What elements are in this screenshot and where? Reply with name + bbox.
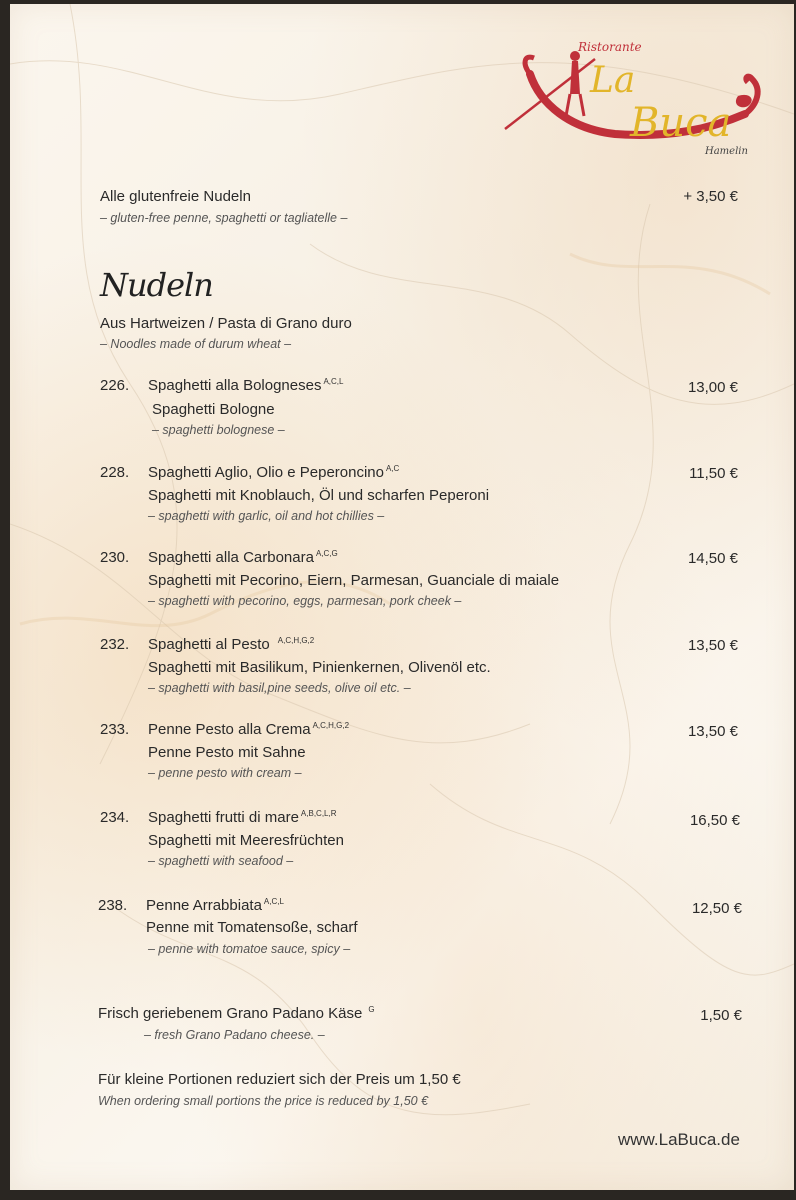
gluten-free-title: Alle glutenfreie Nudeln xyxy=(100,188,251,205)
extra-price: 1,50 € xyxy=(700,1007,742,1024)
item-name-text: Penne Pesto alla Crema xyxy=(148,721,311,738)
item-price: 14,50 € xyxy=(687,550,738,567)
gluten-free-subtitle: – gluten-free penne, spaghetti or tagliatelle – xyxy=(100,211,348,225)
item-number: 232. xyxy=(100,636,130,653)
item-english: – penne with tomatoe sauce, spicy – xyxy=(148,942,351,956)
item-allergens: A,C,L xyxy=(323,377,344,386)
item-price: 13,50 € xyxy=(687,723,738,740)
section-heading: Nudeln xyxy=(100,266,213,304)
item-number: 238. xyxy=(98,897,128,914)
logo-city-text: Hamelin xyxy=(705,146,748,157)
item-name-text: Spaghetti frutti di mare xyxy=(148,809,299,826)
item-allergens: A,C,H,G,2 xyxy=(312,721,350,730)
item-number: 230. xyxy=(100,549,130,566)
item-price: 13,50 € xyxy=(687,637,738,654)
menu-page xyxy=(10,4,794,1190)
item-german: Penne mit Tomatensoße, scharf xyxy=(146,919,358,936)
item-english: – spaghetti with garlic, oil and hot chillies – xyxy=(148,509,385,523)
item-german: Spaghetti mit Basilikum, Pinienkernen, Olivenöl etc. xyxy=(148,659,491,676)
item-number: 234. xyxy=(100,809,130,826)
item-name-text: Spaghetti alla Bologneses xyxy=(148,377,322,394)
item-english: – spaghetti bolognese – xyxy=(152,423,285,437)
item-name xyxy=(148,464,399,481)
item-name-text: Penne Arrabbiata xyxy=(146,897,262,914)
item-german: Spaghetti mit Meeresfrüchten xyxy=(148,832,344,849)
small-portion-note-english: When ordering small portions the price is reduced by 1,50 € xyxy=(98,1094,429,1108)
item-name-text: Spaghetti alla Carbonara xyxy=(148,549,314,566)
section-subtitle: Aus Hartweizen / Pasta di Grano duro xyxy=(100,315,352,332)
item-german: Spaghetti Bologne xyxy=(152,401,275,418)
restaurant-logo xyxy=(500,34,770,164)
gluten-free-price: + 3,50 € xyxy=(683,188,738,205)
item-allergens: A,C,L xyxy=(263,897,284,906)
website-url: www.LaBuca.de xyxy=(618,1130,740,1149)
item-english: – spaghetti with pecorino, eggs, parmesan, pork cheek – xyxy=(148,594,462,608)
item-number: 228. xyxy=(100,464,130,481)
item-english: – spaghetti with basil,pine seeds, olive oil etc. – xyxy=(148,681,411,695)
item-english: – spaghetti with seafood – xyxy=(148,854,294,868)
item-price: 11,50 € xyxy=(689,465,738,482)
small-portion-note: Für kleine Portionen reduziert sich der Preis um 1,50 € xyxy=(98,1071,461,1088)
section-english: – Noodles made of durum wheat – xyxy=(100,337,292,351)
extra-name xyxy=(98,1005,375,1022)
item-german: Spaghetti mit Knoblauch, Öl und scharfen Peperoni xyxy=(148,487,490,504)
item-german: Spaghetti mit Pecorino, Eiern, Parmesan, Guanciale di maiale xyxy=(148,572,560,589)
item-name xyxy=(148,809,337,826)
item-name-text: Spaghetti al Pesto xyxy=(148,636,270,653)
item-allergens: A,C,G xyxy=(315,549,338,558)
item-number: 233. xyxy=(100,721,130,738)
item-name xyxy=(148,377,343,394)
item-allergens: A,C xyxy=(386,464,400,473)
item-price: 16,50 € xyxy=(689,812,740,829)
item-allergens: A,B,C,L,R xyxy=(300,809,337,818)
item-name xyxy=(148,549,338,566)
item-number: 226. xyxy=(100,377,130,394)
item-english: – penne pesto with cream – xyxy=(148,766,302,780)
extra-name-text: Frisch geriebenem Grano Padano Käse xyxy=(98,1005,363,1022)
item-german: Penne Pesto mit Sahne xyxy=(148,744,306,761)
logo-buca-text: Buca xyxy=(630,100,732,146)
item-name xyxy=(148,636,314,653)
item-price: 12,50 € xyxy=(691,900,742,917)
item-name xyxy=(148,721,349,738)
item-price: 13,00 € xyxy=(687,379,738,396)
logo-ristorante-text: Ristorante xyxy=(578,40,642,54)
item-name-text: Spaghetti Aglio, Olio e Peperoncino xyxy=(148,464,384,481)
extra-english: – fresh Grano Padano cheese. – xyxy=(144,1028,325,1042)
item-name xyxy=(146,897,284,914)
logo-la-text: La xyxy=(590,60,636,101)
item-allergens: A,C,H,G,2 xyxy=(277,636,315,645)
extra-allergens: G xyxy=(368,1005,375,1014)
